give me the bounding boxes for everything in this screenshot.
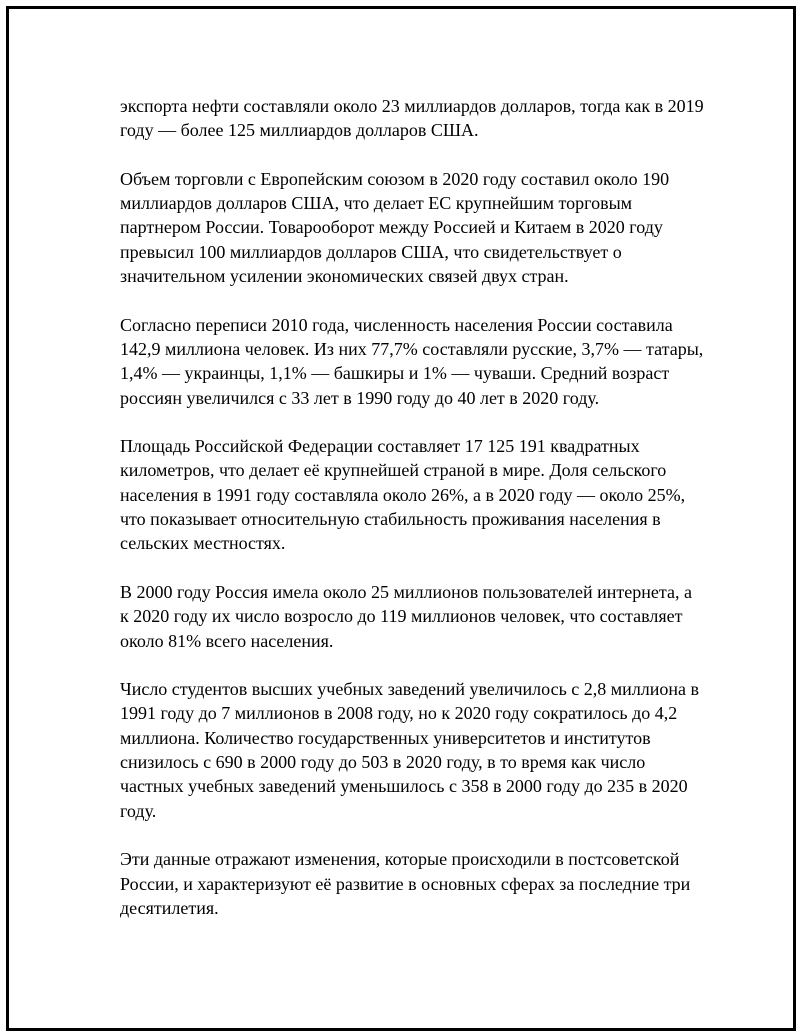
- paragraph-conclusion: Эти данные отражают изменения, которые происходили в постсоветской России, и характеризуют её развитие в основных сферах за последние три десятилетия.: [120, 849, 691, 918]
- paragraph-education: Число студентов высших учебных заведений увеличилось с 2,8 миллиона в 1991 году до 7 миллионов в 2008 году, но к 2020 году сократилось до 4,2 миллиона. Количество государственных университетов и институтов снизилось с 690 в 2000 году до 503 в 2020 году, в то время как число частных учебных заведений уменьшилось с 358 в 2000 году до 235 в 2020 году.: [120, 679, 700, 821]
- paragraph-census: Согласно переписи 2010 года, численность населения России составила 142,9 миллиона человек. Из них 77,7% составляли русские, 3,7% — татары, 1,4% — украинцы, 1,1% — башкиры и 1% — чуваши. Средний возраст россиян увеличился с 33 лет в 1990 году до 40 лет в 2020 году.: [120, 314, 704, 408]
- paragraph-oil-exports: экспорта нефти составляли около 23 миллиардов долларов, тогда как в 2019 году — более 125 миллиардов долларов США.: [120, 96, 704, 141]
- document-body: [120, 94, 705, 944]
- document-page: [6, 6, 796, 1031]
- paragraph-internet: В 2000 году Россия имела около 25 миллионов пользователей интернета, а к 2020 году их число возросло до 119 миллионов человек, что составляет около 81% всего населения.: [120, 581, 692, 651]
- paragraph-territory: Площадь Российской Федерации составляет 17 125 191 квадратных километров, что делает её крупнейшей страной в мире. Доля сельского населения в 1991 году составляла около 26%, а в 2020 году — около 25%, что показывает относительную стабильность проживания населения в сельских местностях.: [120, 436, 686, 554]
- paragraph-trade: Объем торговли с Европейским союзом в 2020 году составил около 190 миллиардов долларов США, что делает ЕС крупнейшим торговым партнером России. Товарооборот между Россией и Китаем в 2020 году превысил 100 миллиардов долларов США, что свидетельствует о значительном усилении экономических связей двух стран.: [120, 168, 670, 287]
